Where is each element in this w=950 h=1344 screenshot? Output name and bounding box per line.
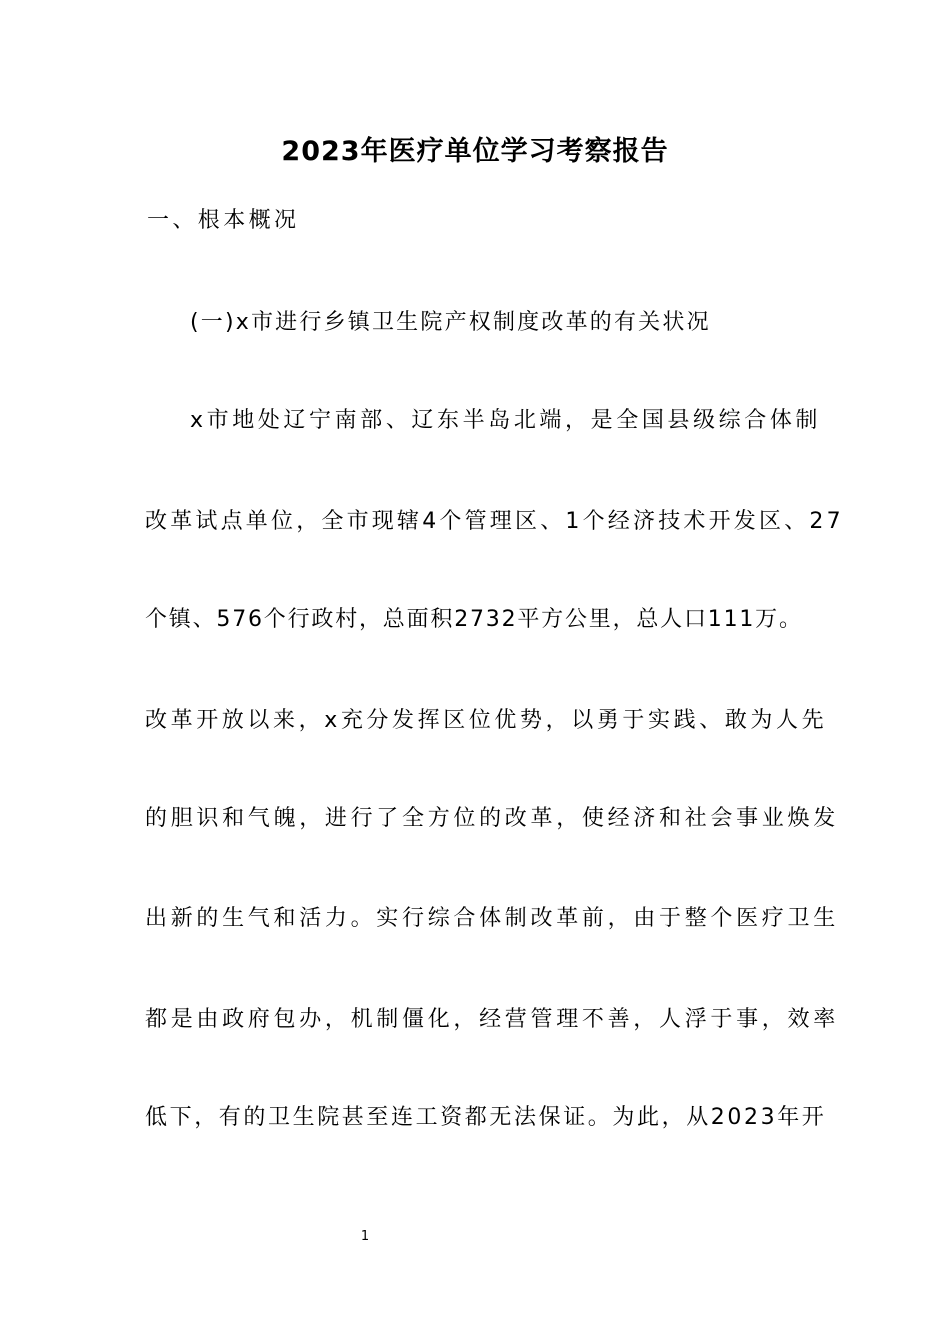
- body-line: 都是由政府包办，机制僵化，经营管理不善，人浮于事，效率: [145, 1007, 839, 1032]
- subsection-heading: (一)x市进行乡镇卫生院产权制度改革的有关状况: [190, 310, 711, 335]
- body-line: 低下，有的卫生院甚至连工资都无法保证。为此，从2023年开: [145, 1105, 827, 1130]
- section-heading: 一、根本概况: [147, 208, 300, 233]
- document-title: 2023年医疗单位学习考察报告: [281, 136, 669, 167]
- body-line: x市地处辽宁南部、辽东半岛北端，是全国县级综合体制: [190, 408, 822, 433]
- body-line: 个镇、576个行政村，总面积2732平方公里，总人口111万。: [145, 607, 803, 632]
- page-number: 1: [360, 1229, 370, 1244]
- body-line: 出新的生气和活力。实行综合体制改革前，由于整个医疗卫生: [145, 906, 839, 931]
- body-line: 改革试点单位，全市现辖4个管理区、1个经济技术开发区、27: [145, 509, 844, 534]
- body-line: 改革开放以来，x充分发挥区位优势，以勇于实践、敢为人先: [145, 708, 828, 733]
- body-line: 的胆识和气魄，进行了全方位的改革，使经济和社会事业焕发: [145, 806, 839, 831]
